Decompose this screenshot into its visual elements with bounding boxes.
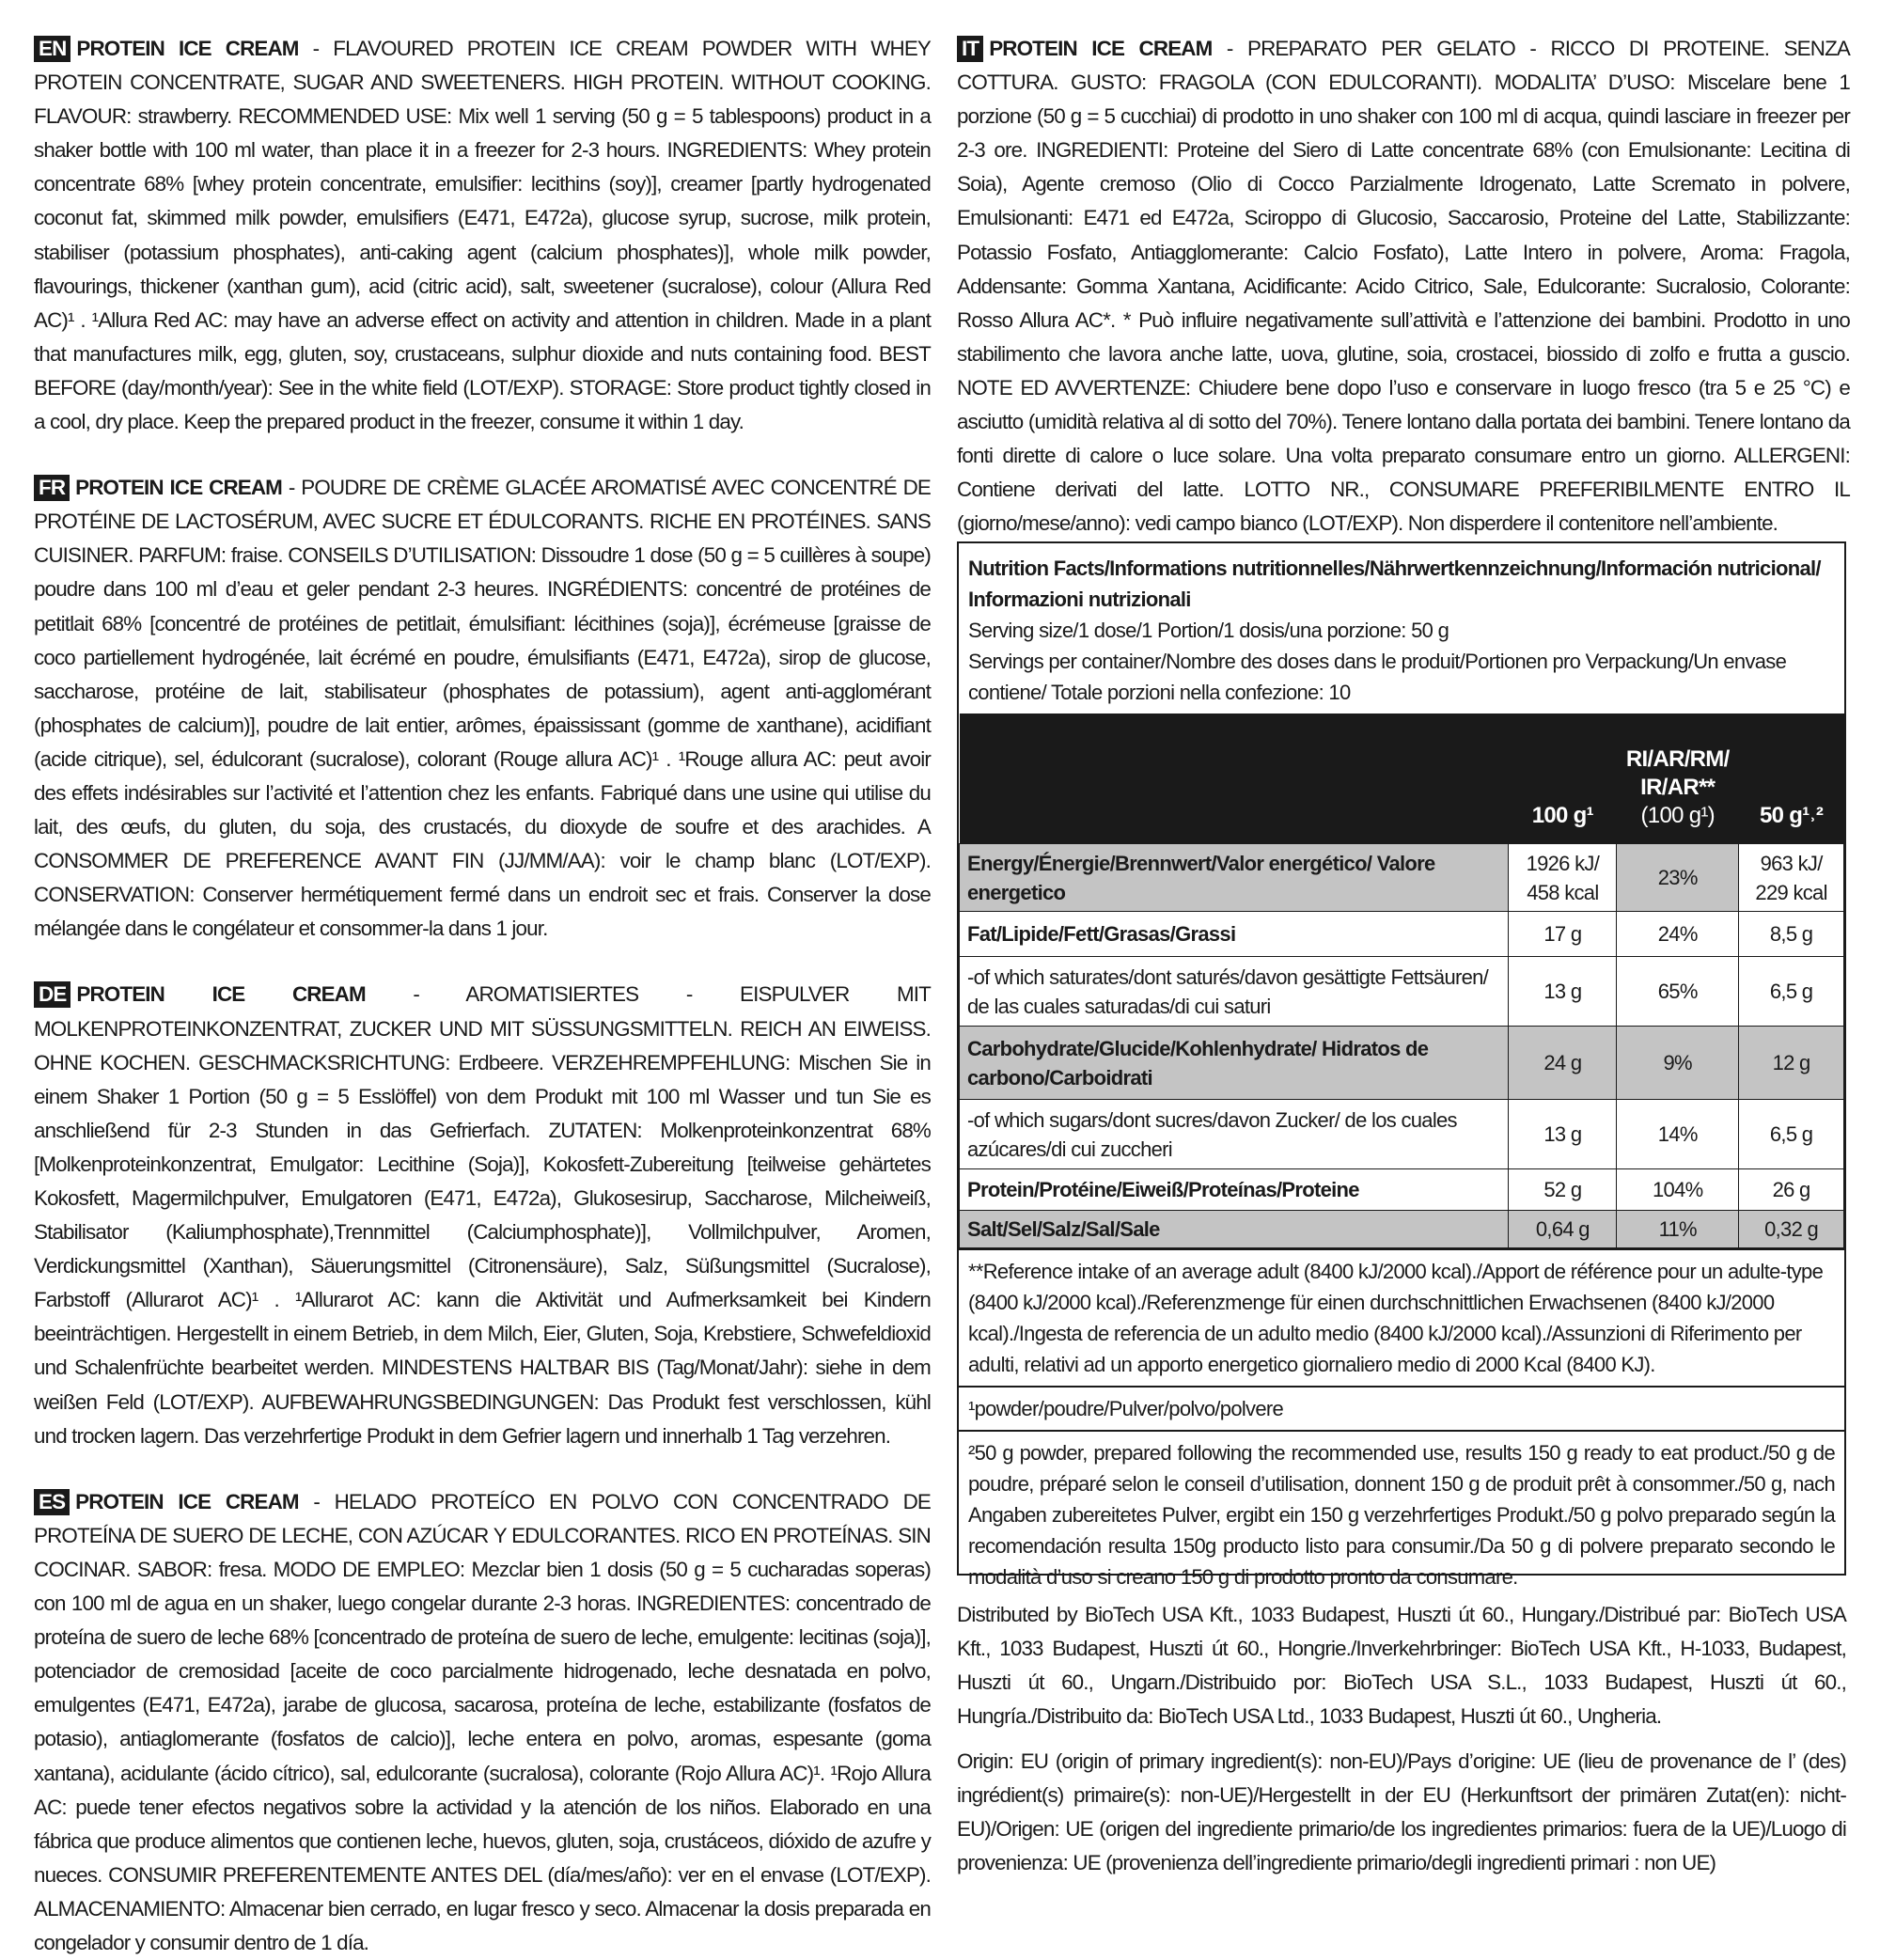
lang-badge-es: ES [34, 1489, 70, 1515]
title-it: PROTEIN ICE CREAM [989, 37, 1213, 60]
distributor-origin-block [957, 1598, 1846, 1880]
nutrition-facts-panel [957, 541, 1846, 1589]
table-row [960, 1211, 1844, 1248]
text-it: - PREPARATO PER GELATO - RICCO DI PROTEINE. SENZA COTTURA. GUSTO: FRAGOLA (CON EDULCORANTI). MODALITA’ D’USO: Miscelare bene 1 porzione (50 g = 5 cucchiai) di prodotto in uno shaker con 100 ml di acqua, quindi lasciare in freezer per 2-3 ore. INGREDIENTI: Proteine del Siero di Latte concentrate 68% (con Emulsionante: Lecitina di Soia), Agente cremoso (Olio di Cocco Parzialmente Idrogenato, Latte Scremato in polvere, Emulsionanti: E471 ed E472a, Sciroppo di Glucosio, Saccarosio, Proteine del Latte, Stabilizzante: Potassio Fosfato, Antiagglomerante: Calcio Fosfato), Latte Intero in polvere, Aroma: Fragola, Addensante: Gomma Xantana, Acidificante: Acido Citrico, Sale, Edulcorante: Sucralosio, Colorante: Rosso Allura AC*. * Può influire negativamente sull’attività e l’attenzione dei bambini. Prodotto in uno stabilimento che lavora anche latte, uova, glutine, soia, crostacei, biossido di zolfo e frutta a guscio. NOTE ED AVVERTENZE: Chiudere bene dopo l’uso e conservare in luogo fresco (tra 5 e 25 °C) e asciutto (umidità relativa al di sotto del 70%). Tenere lontano dalla portata dei bambini. Tenere lontano da fonti dirette di calore o luce solare. Una volta preparato consumare entro un giorno. ALLERGENI: Contiene derivati del latte. LOTTO NR., CONSUMARE PREFERIBILMENTE ENTRO IL (giorno/mese/anno): vedi campo bianco (LOT/EXP). Non disperdere il contenitore nell’ambiente. [957, 37, 1850, 536]
text-fr: - POUDRE DE CRÈME GLACÉE AROMATISÉ AVEC CONCENTRÉ DE PROTÉINE DE LACTOSÉRUM, AVEC SUCRE ET ÉDULCORANTS. RICHE EN PROTÉINES. SANS CUISINER. PARFUM: fraise. CONSEILS D’UTILISATION: Dissoudre 1 dose (50 g = 5 cuillères à soupe) poudre dans 100 ml d’eau et geler pendant 2-3 heures. INGRÉDIENTS: concentré de protéines de petitlait 68% [concentré de protéines de petitlait, émulsifiant: lécithines (soja)], écrémeuse [graisse de coco partiellement hydrogénée, lait écrémé en poudre, émulsifiants (E471, E472a), sirop de glucose, saccharose, protéine de lait, stabilisateur (phosphates de potassium), agent anti-agglomérant (phosphates de calcium)], poudre de lait entier, arômes, épaississant (gomme de xanthane), acidifiant (acide citrique), sel, édulcorant (sucralose), colorant (Rouge allura AC)¹ . ¹Rouge allura AC: peut avoir des effets indésirables sur l’activité et l’attention chez les enfants. Fabriqué dans une usine qui utilise du lait, des œufs, du gluten, du soja, des crustacés, du dioxyde de soufre et des arachides. A CONSOMMER DE PREFERENCE AVANT FIN (JJ/MM/AA): voir le champ blanc (LOT/EXP). CONSERVATION: Conserver hermétiquement fermé dans un endroit sec et frais. Conserver la dose mélangée dans le congélateur et consommer-la dans 1 jour. [34, 476, 931, 941]
row-label: Carbohydrate/Glucide/Kohlenhydrate/ Hidratos de carbono/Carboidrati [960, 1027, 1509, 1100]
text-de: - AROMATISIERTES - EISPULVER MIT MOLKENPROTEINKONZENTRAT, ZUCKER UND MIT SÜSSUNGSMITTELN. REICH AN EIWEISS. OHNE KOCHEN. GESCHMACKSRICHTUNG: Erdbeere. VERZEHREMPFEHLUNG: Mischen Sie in einem Shaker 1 Portion (50 g = 5 Esslöffel) von dem Produkt mit 100 ml Wasser und tun Sie es anschließend für 2-3 Stunden in das Gefrierfach. ZUTATEN: Molkenproteinkonzentrat 68% [Molkenproteinkonzentrat, Emulgator: Lecithine (Soja)], Kokosfett-Zubereitung [teilweise gehärtetes Kokosfett, Magermilchpulver, Emulgatoren (E471, E472a), Glukosesirup, Saccharose, Milcheiweiß, Stabilisator (Kaliumphosphate),Trennmittel (Calciumphosphate)], Vollmilchpulver, Aromen, Verdickungsmittel (Xanthan), Säuerungsmittel (Citronensäure), Salz, Süßungsmittel (Sucralose), Farbstoff (Allurarot AC)¹ . ¹Allurarot AC: kann die Aktivität und Aufmerksamkeit bei Kindern beeinträchtigen. Hergestellt in einem Betrieb, in dem Milch, Eier, Gluten, Soja, Krebstiere, Schwefeldioxid und Schalenfrüchte bearbeitet werden. MINDESTENS HALTBAR BIS (Tag/Monat/Jahr): siehe in dem weißen Feld (LOT/EXP). AUFBEWAHRUNGSBEDINGUNGEN: Das Produkt fest verschlossen, kühl und trocken lagern. Das verzehrfertige Produkt in dem Gefrier lagern und innerhalb 1 Tag verzehren. [34, 982, 932, 1448]
row-50g-value: 0,32 g [1739, 1211, 1844, 1248]
row-100g-value: 52 g [1509, 1169, 1617, 1211]
section-it [957, 32, 1850, 541]
section-de [34, 978, 931, 1452]
table-row [960, 957, 1844, 1027]
section-en [34, 32, 931, 439]
title-fr: PROTEIN ICE CREAM [75, 476, 282, 500]
row-100g-value: 0,64 g [1509, 1211, 1617, 1248]
lang-badge-de: DE [34, 981, 70, 1008]
row-ri-value: 11% [1617, 1211, 1739, 1248]
table-row [960, 1169, 1844, 1211]
row-50g-value: 8,5 g [1739, 912, 1844, 957]
title-es: PROTEIN ICE CREAM [75, 1489, 299, 1513]
distributor-text: Distributed by BioTech USA Kft., 1033 Budapest, Huszti út 60., Hungary./Distribué par: BioTech USA Kft., 1033 Budapest, Huszti út 60., Hongrie./Inverkehrbringer: BioTech USA Kft., H-1033, Budapest, Huszti út 60., Ungarn./Distribuido por: BioTech USA S.L., 1033 Budapest, Huszti út 60., Hungría./Distribuito da: BioTech USA Ltd., 1033 Budapest, Huszti út 60., Ungheria. [957, 1603, 1846, 1728]
row-50g-value: 12 g [1739, 1027, 1844, 1100]
text-en: - FLAVOURED PROTEIN ICE CREAM POWDER WITH WHEY PROTEIN CONCENTRATE, SUGAR AND SWEETENERS. HIGH PROTEIN. WITHOUT COOKING. FLAVOUR: strawberry. RECOMMENDED USE: Mix well 1 serving (50 g = 5 tablespoons) product in a shaker bottle with 100 ml water, than place it in a freezer for 2-3 hours. INGREDIENTS: Whey protein concentrate 68% [whey protein concentrate, emulsifier: lecithins (soy)], creamer [partly hydrogenated coconut fat, skimmed milk powder, emulsifiers (E471, E472a), glucose syrup, sucrose, milk protein, stabiliser (potassium phosphates), anti-caking agent (calcium phosphates)], whole milk powder, flavourings, thickener (xanthan gum), acid (citric acid), salt, sweetener (sucralose), colour (Allura Red AC)¹ . ¹Allura Red AC: may have an adverse effect on activity and attention in children. Made in a plant that manufactures milk, egg, gluten, soy, crustaceans, sulphur dioxide and nuts containing food. BEST BEFORE (day/month/year): See in the white field (LOT/EXP). STORAGE: Store product tightly closed in a cool, dry place. Keep the prepared product in the freezer, consume it within 1 day. [34, 37, 932, 434]
row-100g-value: 1926 kJ/ 458 kcal [1509, 844, 1617, 912]
header-ri-line2: IR/AR** [1640, 775, 1716, 800]
table-row [960, 1027, 1844, 1100]
title-en: PROTEIN ICE CREAM [76, 37, 299, 60]
row-50g-value: 6,5 g [1739, 957, 1844, 1027]
left-column [34, 32, 931, 1960]
nutrition-header [959, 543, 1844, 713]
row-label: Fat/Lipide/Fett/Grasas/Grassi [960, 912, 1509, 957]
row-label: Salt/Sel/Salz/Sal/Sale [960, 1211, 1509, 1248]
row-ri-value: 9% [1617, 1027, 1739, 1100]
servings-per-container: Servings per container/Nombre des doses dans le produit/Portionen pro Verpackung/Un envase contiene/ Totale porzioni nella confezione: 10 [968, 650, 1787, 704]
header-100g: 100 g¹ [1509, 713, 1617, 844]
row-50g-value: 6,5 g [1739, 1100, 1844, 1169]
lang-badge-fr: FR [34, 475, 70, 501]
lang-badge-en: EN [34, 36, 70, 62]
row-100g-value: 17 g [1509, 912, 1617, 957]
table-row [960, 912, 1844, 957]
serving-size: Serving size/1 dose/1 Portion/1 dosis/una porzione: 50 g [968, 619, 1449, 642]
row-ri-value: 14% [1617, 1100, 1739, 1169]
row-50g-value: 963 kJ/ 229 kcal [1739, 844, 1844, 912]
header-ri-line3: (100 g¹) [1640, 803, 1715, 828]
row-ri-value: 23% [1617, 844, 1739, 912]
row-ri-value: 24% [1617, 912, 1739, 957]
row-label: Energy/Énergie/Brennwert/Valor energético/ Valore energetico [960, 844, 1509, 912]
lang-badge-it: IT [957, 36, 983, 62]
header-blank [960, 713, 1509, 844]
row-100g-value: 13 g [1509, 1100, 1617, 1169]
row-label: -of which sugars/dont sucres/davon Zucker/ de los cuales azúcares/di cui zuccheri [960, 1100, 1509, 1169]
text-es: - HELADO PROTEÍCO EN POLVO CON CONCENTRADO DE PROTEÍNA DE SUERO DE LECHE, CON AZÚCAR Y EDULCORANTES. RICO EN PROTEÍNAS. SIN COCINAR. SABOR: fresa. MODO DE EMPLEO: Mezclar bien 1 dosis (50 g = 5 cucharadas soperas) con 100 ml de agua en un shaker, luego congelar durante 2-3 horas. INGREDIENTES: concentrado de proteína de suero de leche 68% [concentrado de proteína de suero de leche, emulgente: lecitinas (soja)], potenciador de cremosidad [aceite de coco parcialmente hidrogenado, leche desnatada en polvo, emulgentes (E471, E472a), jarabe de glucosa, sacarosa, proteína de leche, estabilizante (fosfatos de potasio), antiaglomerante (fosfatos de calcio)], leche entera en polvo, aromas, espesante (goma xantana), acidulante (ácido cítrico), sal, edulcorante (sucralosa), colorante (Rojo Allura AC)¹. ¹Rojo Allura AC: puede tener efectos negativos sobre la actividad y la atención de los niños. Elaborado en una fábrica que produce alimentos que contienen leche, huevos, gluten, soja, crustáceos, dióxido de azufre y nueces. CONSUMIR PREFERENTEMENTE ANTES DEL (día/mes/año): ver en el envase (LOT/EXP). ALMACENAMIENTO: Almacenar bien cerrado, en lugar fresco y seco. Almacenar la dosis preparada en congelador y consumir dentro de 1 día. [34, 1489, 931, 1954]
footnote-reference-intake: **Reference intake of an average adult (8400 kJ/2000 kcal)./Apport de référence pour un adulte-type (8400 kJ/2000 kcal)./Referenzmenge für einen durchschnittlichen Erwachsenen (8400 kJ/2000 kcal)./Ingesta de referencia de un adulto medio (8400 kJ/2000 kcal)./Assunzioni di Riferimento per adulti, relativi ad un apporto energetico giornaliero medio di 2000 Kcal (8400 KJ). [959, 1248, 1844, 1386]
footnote-powder: ¹powder/poudre/Pulver/polvo/polvere [959, 1386, 1844, 1430]
row-label: Protein/Protéine/Eiweiß/Proteínas/Proteine [960, 1169, 1509, 1211]
nutrition-table-header [960, 713, 1844, 844]
nutrition-table [959, 713, 1844, 1248]
origin-text: Origin: EU (origin of primary ingredient(s): non-EU)/Pays d’origine: UE (lieu de provenance de l’ (des) ingrédient(s) primaire(s): non-UE)/Hergestellt in der EU (Herkunftsort der primären Zutat(en): nicht-EU)/Origen: UE (origen del ingrediente primario/de los ingredientes primarios: fuera de la UE)/Luogo di provenienza: UE (provenienza dell’ingrediente primario/degli ingredienti primari : non UE) [957, 1749, 1846, 1874]
row-100g-value: 13 g [1509, 957, 1617, 1027]
row-100g-value: 24 g [1509, 1027, 1617, 1100]
table-row [960, 1100, 1844, 1169]
section-fr [34, 471, 931, 946]
section-es [34, 1485, 931, 1960]
table-row [960, 844, 1844, 912]
row-50g-value: 26 g [1739, 1169, 1844, 1211]
header-ri [1617, 713, 1739, 844]
row-ri-value: 65% [1617, 957, 1739, 1027]
row-ri-value: 104% [1617, 1169, 1739, 1211]
footnote-preparation: ²50 g powder, prepared following the recommended use, results 150 g ready to eat product./50 g de poudre, préparé selon le conseil d’utilisation, donnent 150 g de produit prêt à consommer./50 g, nach Angaben zubereitetes Pulver, ergibt ein 150 g verzehrfertiges Produkt./50 g polvo preparado según la recomendación resulta 150g producto listo para consumir./Da 50 g di polvere preparato secondo le modalità d’uso si creano 150 g di prodotto pronto da consumare. [959, 1430, 1844, 1598]
row-label: -of which saturates/dont saturés/davon gesättigte Fettsäuren/ de las cuales saturadas/di cui saturi [960, 957, 1509, 1027]
nutrition-title: Nutrition Facts/Informations nutritionnelles/Nährwertkennzeichnung/Información nutricional/ Informazioni nutrizionali [968, 557, 1821, 611]
right-column [957, 32, 1850, 541]
title-de: PROTEIN ICE CREAM [76, 982, 366, 1007]
header-ri-line1: RI/AR/RM/ [1625, 746, 1730, 772]
header-50g: 50 g¹˒² [1739, 713, 1844, 844]
